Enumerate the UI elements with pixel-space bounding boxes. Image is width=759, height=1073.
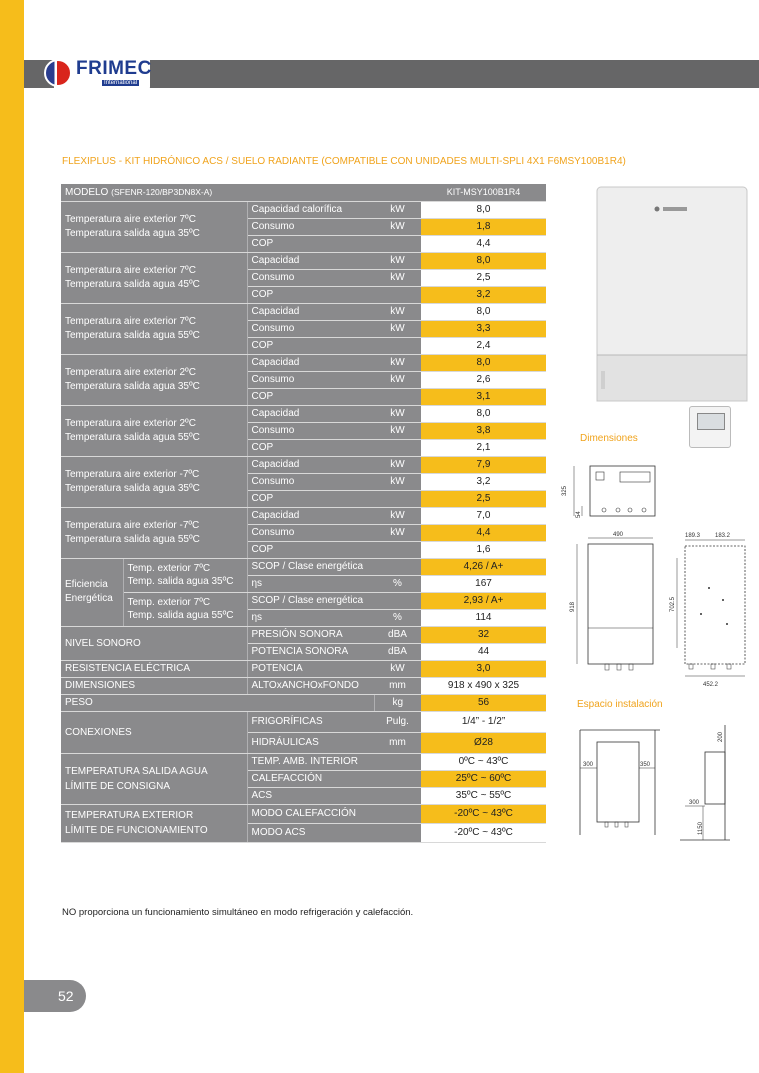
param-unit: kW <box>374 320 421 337</box>
param-label: Consumo <box>247 422 374 439</box>
param-value: 3,2 <box>421 473 546 490</box>
table-row <box>61 201 546 218</box>
param-label: Consumo <box>247 524 374 541</box>
table-row <box>61 354 546 371</box>
dimensiones-label: DIMENSIONES <box>61 677 247 694</box>
param-label: Consumo <box>247 371 374 388</box>
conexiones-r1-label: FRIGORÍFICAS <box>247 711 374 732</box>
installation-front-drawing <box>575 720 665 840</box>
footnote: NO proporciona un funcionamiento simultáneo en modo refrigeración y calefacción. <box>62 907 414 918</box>
param-value: 8,0 <box>421 201 546 218</box>
param-label: Capacidad calorífica <box>247 201 374 218</box>
table-row <box>61 804 546 823</box>
param-value: 1,8 <box>421 218 546 235</box>
param-value: 8,0 <box>421 303 546 320</box>
table-row <box>61 252 546 269</box>
front-view-drawing <box>563 528 668 678</box>
condition-label: Temperatura aire exterior 7ºC Temperatura salida agua 35ºC <box>61 201 247 252</box>
param-value: 3,2 <box>421 286 546 303</box>
space-300-bottom: 300 <box>689 800 700 806</box>
scop-value: 4,26 / A+ <box>421 558 546 575</box>
brand-logo <box>40 56 150 90</box>
scop-label: SCOP / Clase energética <box>247 592 421 609</box>
param-value: 2,5 <box>421 269 546 286</box>
header-bar <box>142 60 759 88</box>
param-label: Capacidad <box>247 507 374 524</box>
dim-189-3: 189.3 <box>685 533 701 539</box>
dimensiones-param: ALTOxANCHOxFONDO <box>247 677 374 694</box>
condition-label: Temperatura aire exterior -7ºC Temperatura salida agua 35ºC <box>61 456 247 507</box>
conexiones-label: CONEXIONES <box>61 711 247 753</box>
param-label: Capacidad <box>247 354 374 371</box>
peso-unit: kg <box>374 694 421 711</box>
table-row <box>61 507 546 524</box>
page-number: 52 <box>58 988 74 1004</box>
space-1150: 1150 <box>698 822 704 835</box>
param-unit <box>374 286 421 303</box>
param-value: 3,3 <box>421 320 546 337</box>
consigna-row-value: 35ºC ~ 55ºC <box>421 787 546 804</box>
ns-value: 167 <box>421 575 546 592</box>
param-label: Consumo <box>247 320 374 337</box>
consigna-row-value: 25ºC ~ 60ºC <box>421 770 546 787</box>
param-unit: kW <box>374 303 421 320</box>
param-label: COP <box>247 490 374 507</box>
param-unit <box>374 490 421 507</box>
param-label: Capacidad <box>247 252 374 269</box>
funcionamiento-row-label: MODO CALEFACCIÓN <box>247 804 421 823</box>
installation-side-drawing <box>675 720 750 845</box>
table-row <box>61 626 546 643</box>
param-label: COP <box>247 541 374 558</box>
param-unit: kW <box>374 456 421 473</box>
param-unit <box>374 541 421 558</box>
param-value: 2,6 <box>421 371 546 388</box>
conexiones-r2-unit: mm <box>374 732 421 753</box>
param-value: 7,9 <box>421 456 546 473</box>
scop-label: SCOP / Clase energética <box>247 558 421 575</box>
table-row <box>61 303 546 320</box>
ns-value: 114 <box>421 609 546 626</box>
param-label: COP <box>247 439 374 456</box>
space-200: 200 <box>718 731 724 742</box>
resistencia-unit: kW <box>374 660 421 677</box>
param-value: 8,0 <box>421 252 546 269</box>
conexiones-r1-unit: Pulg. <box>374 711 421 732</box>
sonoro-r2-value: 44 <box>421 643 546 660</box>
resistencia-label: RESISTENCIA ELÉCTRICA <box>61 660 247 677</box>
param-unit: kW <box>374 201 421 218</box>
param-label: COP <box>247 337 374 354</box>
param-unit: kW <box>374 524 421 541</box>
table-row <box>61 456 546 473</box>
ns-label: ηs <box>247 575 374 592</box>
param-unit <box>374 337 421 354</box>
sonoro-r1-label: PRESIÓN SONORA <box>247 626 374 643</box>
sonoro-r1-value: 32 <box>421 626 546 643</box>
conexiones-r2-label: HIDRÁULICAS <box>247 732 374 753</box>
param-label: Capacidad <box>247 303 374 320</box>
param-unit: kW <box>374 269 421 286</box>
condition-label: Temperatura aire exterior 2ºC Temperatura salida agua 35ºC <box>61 354 247 405</box>
dim-490: 490 <box>613 532 624 538</box>
dimensiones-unit: mm <box>374 677 421 694</box>
product-unit-image <box>595 185 750 405</box>
param-value: 3,1 <box>421 388 546 405</box>
side-view-drawing <box>665 528 757 693</box>
param-label: COP <box>247 286 374 303</box>
consigna-row-label: ACS <box>247 787 421 804</box>
remote-control-image <box>689 406 731 448</box>
table-row <box>61 592 546 609</box>
param-value: 1,6 <box>421 541 546 558</box>
ns-label: ηs <box>247 609 374 626</box>
resistencia-value: 3,0 <box>421 660 546 677</box>
param-value: 7,0 <box>421 507 546 524</box>
param-label: COP <box>247 235 374 252</box>
condition-label: Temperatura aire exterior 7ºC Temperatura salida agua 55ºC <box>61 303 247 354</box>
param-unit: kW <box>374 252 421 269</box>
param-unit <box>374 388 421 405</box>
table-row <box>61 558 546 575</box>
dim-54: 54 <box>576 511 582 518</box>
sonoro-label: NIVEL SONORO <box>61 626 247 660</box>
param-value: 4,4 <box>421 524 546 541</box>
peso-value: 56 <box>421 694 546 711</box>
resistencia-param: POTENCIA <box>247 660 374 677</box>
page-number-tab <box>24 980 86 1012</box>
param-value: 3,8 <box>421 422 546 439</box>
param-label: COP <box>247 388 374 405</box>
dimensions-label: Dimensiones <box>580 433 638 444</box>
param-label: Consumo <box>247 269 374 286</box>
side-strip <box>0 0 24 1073</box>
top-view-drawing <box>560 458 670 528</box>
dim-702-5: 702.5 <box>670 596 676 612</box>
param-unit: kW <box>374 422 421 439</box>
param-value: 2,5 <box>421 490 546 507</box>
param-unit: kW <box>374 507 421 524</box>
condition-label: Temperatura aire exterior 2ºC Temperatura salida agua 55ºC <box>61 405 247 456</box>
installation-space-label: Espacio instalación <box>577 699 663 710</box>
dim-183-2: 183.2 <box>715 533 731 539</box>
sonoro-r1-unit: dBA <box>374 626 421 643</box>
remote-screen <box>697 413 725 430</box>
conexiones-r2-value: Ø28 <box>421 732 546 753</box>
space-350: 350 <box>640 762 651 768</box>
sonoro-r2-unit: dBA <box>374 643 421 660</box>
dim-918: 918 <box>570 601 576 612</box>
param-unit: kW <box>374 473 421 490</box>
param-label: Consumo <box>247 473 374 490</box>
funcionamiento-label: TEMPERATURA EXTERIOR LÍMITE DE FUNCIONAMIENTO <box>61 804 247 842</box>
ns-unit: % <box>374 609 421 626</box>
header-blank <box>374 184 421 201</box>
spec-table <box>61 184 546 843</box>
consigna-row-label: TEMP. AMB. INTERIOR <box>247 753 421 770</box>
model-value: KIT-MSY100B1R4 <box>421 184 546 201</box>
funcionamiento-row-value: -20ºC ~ 43ºC <box>421 823 546 842</box>
header-row <box>61 184 546 201</box>
conexiones-r1-value: 1/4” - 1/2” <box>421 711 546 732</box>
efficiency-label: Eficiencia Energética <box>61 558 123 626</box>
param-value: 2,1 <box>421 439 546 456</box>
param-unit <box>374 235 421 252</box>
efficiency-condition: Temp. exterior 7ºC Temp. salida agua 55ºC <box>123 592 247 626</box>
funcionamiento-row-label: MODO ACS <box>247 823 421 842</box>
param-unit: kW <box>374 354 421 371</box>
consigna-row-label: CALEFACCIÓN <box>247 770 421 787</box>
logo-text: FRIMEC <box>76 58 152 79</box>
param-unit <box>374 439 421 456</box>
param-unit: kW <box>374 218 421 235</box>
dim-452-2: 452.2 <box>703 682 719 688</box>
param-value: 8,0 <box>421 405 546 422</box>
consigna-row-value: 0ºC ~ 43ºC <box>421 753 546 770</box>
table-row <box>61 660 546 677</box>
model-header: MODELO (SFENR-120/BP3DN8X-A) <box>61 184 374 201</box>
param-label: Consumo <box>247 218 374 235</box>
param-value: 4,4 <box>421 235 546 252</box>
peso-label: PESO <box>61 694 374 711</box>
param-label: Capacidad <box>247 456 374 473</box>
ns-unit: % <box>374 575 421 592</box>
funcionamiento-row-value: -20ºC ~ 43ºC <box>421 804 546 823</box>
param-label: Capacidad <box>247 405 374 422</box>
consigna-label: TEMPERATURA SALIDA AGUA LÍMITE DE CONSIGNA <box>61 753 247 804</box>
param-value: 2,4 <box>421 337 546 354</box>
table-row <box>61 753 546 770</box>
condition-label: Temperatura aire exterior -7ºC Temperatura salida agua 55ºC <box>61 507 247 558</box>
logo-sub: International <box>104 80 138 86</box>
scop-value: 2,93 / A+ <box>421 592 546 609</box>
dim-325: 325 <box>562 485 568 496</box>
param-unit: kW <box>374 405 421 422</box>
sonoro-r2-label: POTENCIA SONORA <box>247 643 374 660</box>
space-300: 300 <box>583 762 594 768</box>
table-row <box>61 711 546 732</box>
table-row <box>61 677 546 694</box>
dimensiones-value: 918 x 490 x 325 <box>421 677 546 694</box>
page-title: FLEXIPLUS - KIT HIDRÓNICO ACS / SUELO RADIANTE (COMPATIBLE CON UNIDADES MULTI-SPLI 4X1 F6MSY100B1R4) <box>62 156 626 167</box>
table-row <box>61 405 546 422</box>
condition-label: Temperatura aire exterior 7ºC Temperatura salida agua 45ºC <box>61 252 247 303</box>
param-unit: kW <box>374 371 421 388</box>
param-value: 8,0 <box>421 354 546 371</box>
logo-emblem-icon <box>44 59 72 87</box>
efficiency-condition: Temp. exterior 7ºC Temp. salida agua 35ºC <box>123 558 247 592</box>
table-row <box>61 694 546 711</box>
